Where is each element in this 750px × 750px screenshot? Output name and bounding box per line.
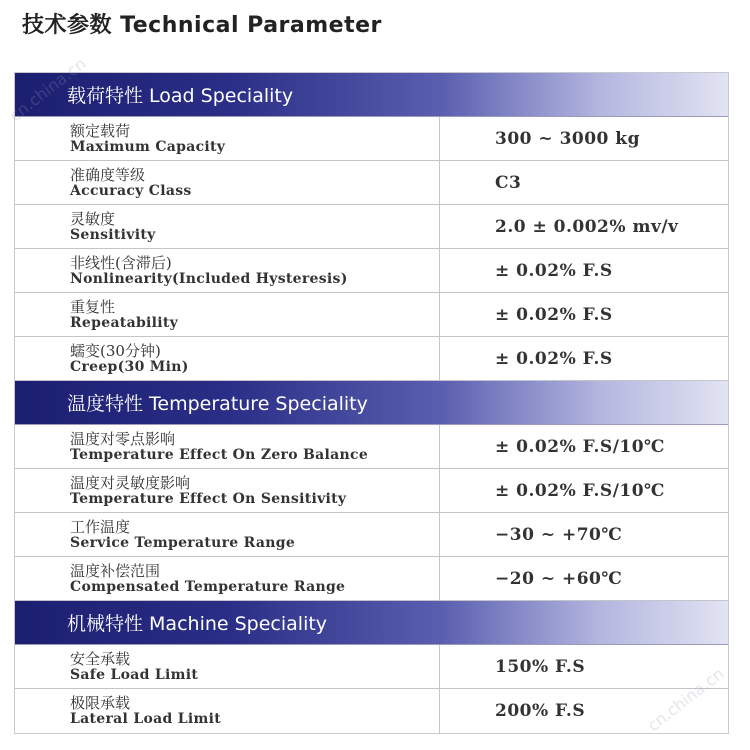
param-value: 200% F.S: [495, 701, 586, 721]
table-row: [15, 425, 728, 469]
table-row: [15, 689, 728, 733]
param-name-cn: 灵敏度: [70, 209, 116, 228]
param-name-cell: [15, 161, 440, 204]
param-name-cell: [15, 205, 440, 248]
param-name-cell: [15, 645, 440, 688]
param-value: 300 ~ 3000 kg: [495, 128, 640, 149]
param-value: −20 ~ +60℃: [495, 568, 623, 589]
param-name-cn: 极限承载: [70, 694, 131, 712]
table-row: [15, 161, 728, 205]
table-row: [15, 513, 728, 557]
section-header-machine: 机械特性 Machine Speciality: [15, 601, 728, 645]
param-value: ± 0.02% F.S/10℃: [495, 480, 665, 501]
param-value: ± 0.02% F.S/10℃: [495, 436, 665, 457]
param-name-en: Repeatability: [70, 314, 179, 331]
param-name-en: Accuracy Class: [70, 182, 192, 199]
param-value: C3: [495, 172, 522, 193]
param-name-cell: [15, 117, 440, 160]
param-value: 150% F.S: [495, 656, 586, 677]
table-row: [15, 293, 728, 337]
param-name-cell: [15, 249, 440, 292]
param-name-cell: [15, 425, 440, 468]
param-name-cell: [15, 557, 440, 600]
param-name-en: Maximum Capacity: [70, 138, 226, 155]
param-value: ± 0.02% F.S: [495, 348, 613, 369]
param-name-cn: 额定载荷: [70, 121, 131, 140]
param-name-cn: 安全承载: [70, 649, 131, 668]
param-name-cell: [15, 513, 440, 556]
section-header-load: 载荷特性 Load Speciality: [15, 73, 728, 117]
param-name-en: Safe Load Limit: [70, 666, 199, 683]
page-title: 技术参数 Technical Parameter: [22, 13, 382, 38]
watermark-bottom-right: cn.china.cn: [643, 663, 728, 736]
table-row: [15, 469, 728, 513]
param-name-en: Temperature Effect On Sensitivity: [70, 490, 347, 507]
table-row: [15, 645, 728, 689]
param-value: ± 0.02% F.S: [495, 260, 613, 281]
param-value: ± 0.02% F.S: [495, 304, 613, 325]
param-value: 2.0 ± 0.002% mv/v: [495, 216, 679, 237]
table-row: [15, 117, 728, 161]
spec-table: [14, 72, 729, 734]
param-name-cell: [15, 689, 440, 733]
param-name-cell: [15, 469, 440, 512]
param-name-cell: [15, 293, 440, 336]
param-name-cn: 温度补偿范围: [70, 561, 161, 580]
table-row: [15, 337, 728, 381]
param-name-en: Nonlinearity(Included Hysteresis): [70, 270, 348, 287]
section-header-temperature: 温度特性 Temperature Speciality: [15, 381, 728, 425]
param-name-cn: 非线性(含滞后): [70, 253, 172, 272]
param-name-en: Service Temperature Range: [70, 534, 296, 551]
param-name-cell: [15, 337, 440, 380]
param-value: −30 ~ +70℃: [495, 524, 623, 545]
param-name-cn: 重复性: [70, 297, 116, 316]
watermark-top-left: cn.china.cn: [5, 53, 90, 126]
param-name-en: Temperature Effect On Zero Balance: [70, 446, 369, 463]
param-name-en: Compensated Temperature Range: [70, 578, 346, 595]
param-name-en: Lateral Load Limit: [70, 711, 222, 727]
table-row: [15, 557, 728, 601]
param-name-cn: 温度对灵敏度影响: [70, 473, 191, 492]
param-name-en: Sensitivity: [70, 226, 156, 243]
table-row: [15, 205, 728, 249]
table-row: [15, 249, 728, 293]
param-name-cn: 工作温度: [70, 517, 131, 536]
param-name-cn: 温度对零点影响: [70, 429, 176, 448]
param-name-en: Creep(30 Min): [70, 358, 189, 375]
param-name-cn: 准确度等级: [70, 165, 146, 184]
param-name-cn: 蠕变(30分钟): [70, 341, 161, 360]
